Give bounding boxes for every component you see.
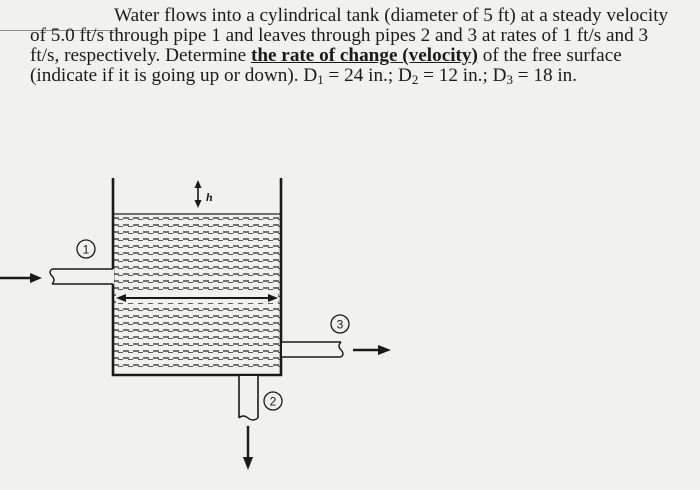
d3-subscript: 3	[506, 72, 513, 87]
tank-diagram	[0, 150, 420, 490]
d1-value: = 24 in.; D	[323, 65, 412, 86]
pipe-1	[50, 269, 114, 284]
problem-line-1: Water flows into a cylindrical tank (diameter of 5 ft) at a steady velocity	[114, 5, 669, 26]
outflow-arrow-3	[353, 345, 391, 355]
pipe-3	[282, 342, 344, 358]
problem-line-3	[30, 46, 698, 66]
d1-subscript: 1	[317, 72, 324, 87]
problem-line-3-end: of the free surface	[477, 45, 622, 66]
problem-statement	[30, 6, 698, 86]
pipe-3-label: 3	[336, 317, 344, 332]
inflow-arrow	[0, 273, 42, 283]
problem-line-3-start: ft/s, respectively. Determine	[30, 45, 251, 66]
d2-subscript: 2	[411, 72, 419, 87]
height-indicator	[195, 180, 202, 208]
d2-value: = 12 in.; D	[418, 65, 507, 86]
d3-value: = 18 in.	[512, 65, 578, 86]
problem-line-2: of 5.0 ft/s through pipe 1 and leaves through pipes 2 and 3 at rates of 1 ft/s and 3	[30, 25, 649, 46]
emphasized-phrase: the rate of change (velocity)	[250, 45, 478, 66]
pipe-2	[239, 376, 259, 422]
outflow-arrow-2	[243, 426, 253, 470]
problem-line-4-start: (indicate if it is going up or down). D	[30, 65, 318, 86]
pipe-1-label: 1	[82, 242, 90, 257]
problem-line-4	[30, 66, 698, 86]
pipe-2-label: 2	[269, 394, 277, 409]
water-fill-texture	[114, 214, 280, 370]
height-label: h	[206, 190, 213, 204]
